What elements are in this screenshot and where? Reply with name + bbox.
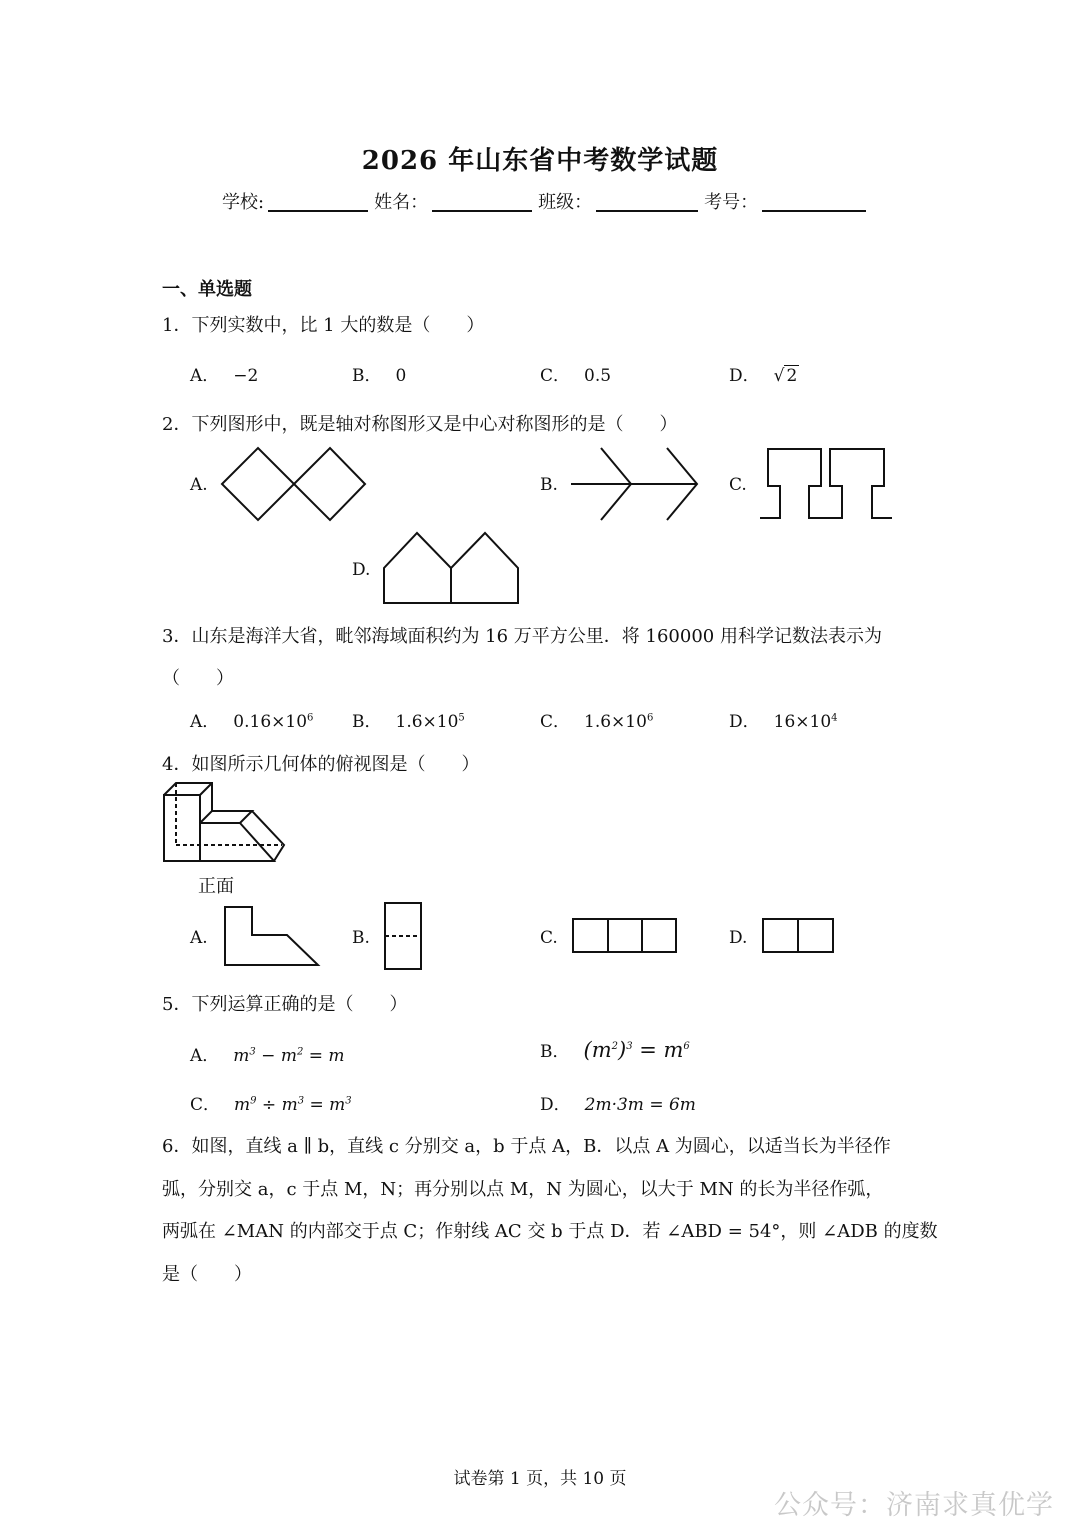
q1-option-a: A． −2 — [190, 366, 259, 386]
q2-figure-a-two-squares — [222, 448, 367, 521]
name-label: 姓名： — [374, 192, 429, 213]
q4-solid-figure — [164, 783, 288, 863]
q4-label-b: B. — [352, 928, 370, 948]
q2-figure-d-houses — [384, 533, 522, 606]
class-label: 班级： — [538, 192, 593, 213]
watermark: 公众号：济南求真优学 — [774, 1490, 1054, 1521]
q3-stem-blank: （ ） — [162, 668, 234, 689]
name-blank — [432, 209, 532, 212]
q3-option-d: D． $16\times 10^4$ — [729, 712, 838, 732]
q3-option-c: C． $1.6\times 10^6$ — [540, 712, 654, 732]
q3-stem: 3．山东是海洋大省，毗邻海域面积约为 16 万平方公里．将 160000 用科学记数法表示为 — [162, 626, 882, 647]
q5-option-d: D． 2m·3m = 6m — [540, 1095, 696, 1115]
section-heading: 一、单选题 — [162, 279, 252, 300]
school-blank — [268, 209, 368, 212]
q1-option-c: C． 0.5 — [540, 366, 612, 386]
q3-option-b: B． $1.6\times 10^5$ — [352, 712, 465, 732]
page-footer: 试卷第 1 页，共 10 页 — [453, 1469, 627, 1489]
page-title: 2026 年山东省中考数学试题 — [361, 146, 719, 176]
q4-option-d-figure — [763, 919, 837, 955]
q2-stem: 2．下列图形中，既是轴对称图形又是中心对称图形的是（ ） — [162, 414, 678, 435]
q2-label-b: B. — [540, 475, 558, 495]
sqrt-symbol: √ 2 — [773, 366, 798, 386]
q5-option-b: B． $(m^2)^3 = m^6$ — [540, 1038, 690, 1062]
q2-label-d: D. — [352, 560, 371, 580]
q2-figure-c-shapes — [760, 449, 894, 521]
number-blank — [762, 209, 866, 212]
q4-option-a-figure — [225, 907, 321, 967]
q1-option-b: B． 0 — [352, 366, 407, 386]
q4-label-a: A. — [190, 928, 208, 948]
q5-stem: 5．下列运算正确的是（ ） — [162, 994, 408, 1015]
q4-label-d: D. — [729, 928, 748, 948]
class-blank — [596, 209, 698, 212]
school-label: 学校: — [222, 192, 265, 213]
q6-line-1: 6．如图，直线 a ∥ b，直线 c 分别交 a，b 于点 A，B．以点 A 为圆心，以适当长为半径作 — [162, 1136, 891, 1157]
q1-stem: 1．下列实数中，比 1 大的数是（ ） — [162, 315, 485, 336]
q4-option-c-figure — [573, 919, 679, 955]
q6-line-2: 弧，分别交 a，c 于点 M，N；再分别以点 M，N 为圆心，以大于 MN 的长为半径作弧， — [162, 1179, 884, 1200]
q2-label-c: C. — [729, 475, 747, 495]
q1-option-d: D． √ 2 — [729, 366, 798, 386]
student-info-row — [222, 188, 872, 214]
q4-option-b-figure — [385, 903, 425, 973]
q5-option-c: C． $m^9 \div m^3 = m^3$ — [190, 1095, 352, 1115]
q5-option-a: A． $m^3 - m^2 = m$ — [190, 1046, 345, 1066]
q4-label-c: C. — [540, 928, 558, 948]
q2-label-a: A. — [190, 475, 208, 495]
number-label: 考号： — [704, 192, 759, 213]
q3-option-a: A． $0.16\times 10^6$ — [190, 712, 314, 732]
q2-figure-b-arrows — [571, 446, 701, 522]
q6-line-4: 是（ ） — [162, 1264, 252, 1285]
q4-stem: 4．如图所示几何体的俯视图是（ ） — [162, 754, 480, 775]
q4-front-caption: 正面 — [198, 876, 234, 897]
q6-line-3: 两弧在 ∠MAN 的内部交于点 C；作射线 AC 交 b 于点 D．若 ∠ABD = 54°，则 ∠ADB 的度数 — [162, 1221, 938, 1242]
